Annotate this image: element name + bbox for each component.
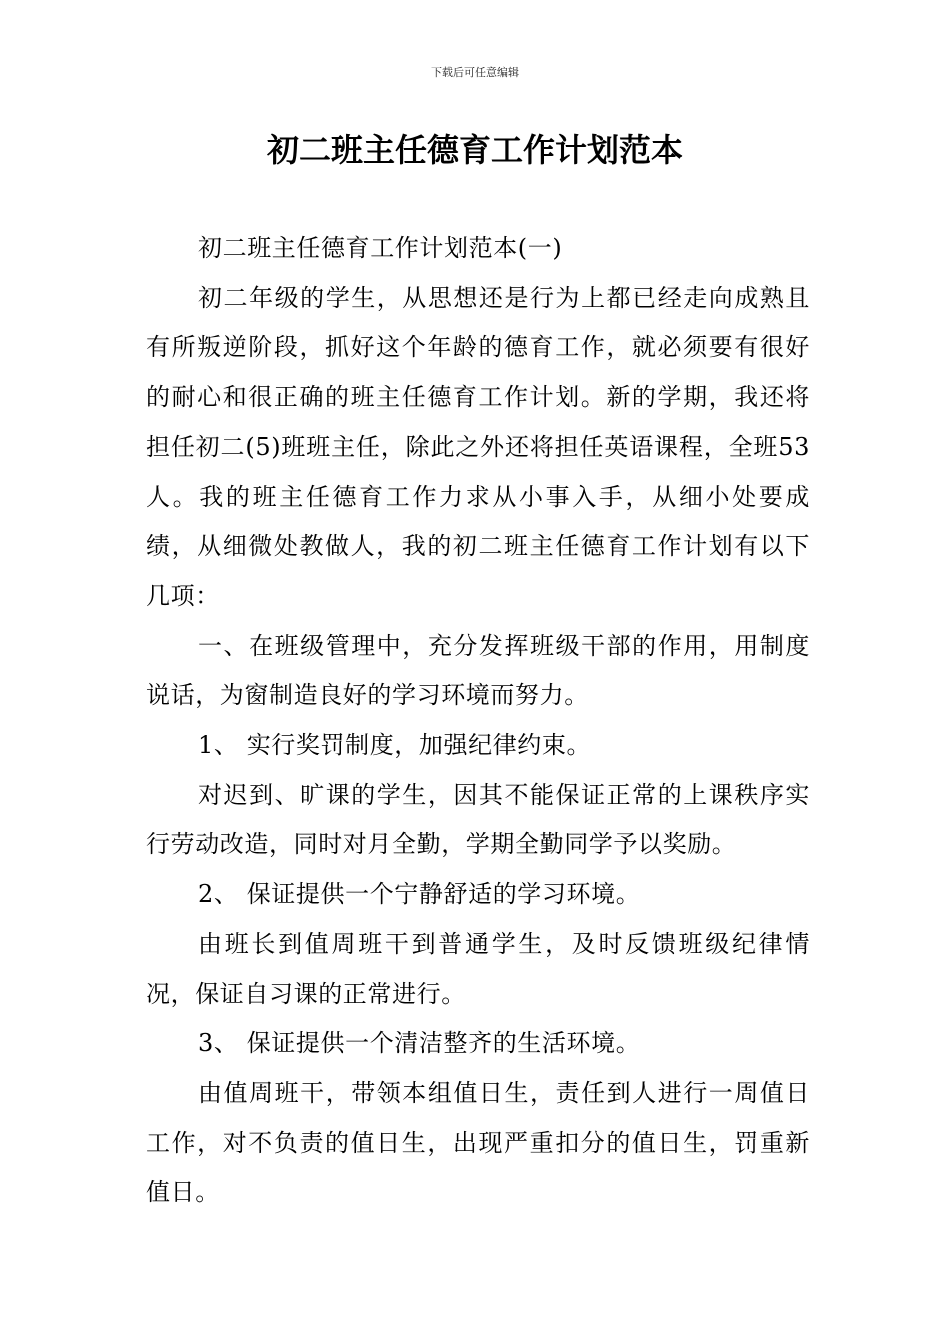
document-body bbox=[146, 224, 810, 1218]
item-heading-2: 2、 保证提供一个宁静舒适的学习环境。 bbox=[198, 880, 641, 909]
item-paragraph-3: 由值周班干，带领本组值日生，责任到人进行一周值日工作，对不负责的值日生，出现严重扣分的值日生，罚重新值日。 bbox=[146, 1078, 810, 1207]
item-paragraph-2: 由班长到值周班干到普通学生，及时反馈班级纪律情况，保证自习课的正常进行。 bbox=[146, 929, 810, 1008]
item-heading-3: 3、 保证提供一个清洁整齐的生活环境。 bbox=[198, 1029, 641, 1058]
subtitle-paragraph: 初二班主任德育工作计划范本(一) bbox=[198, 234, 563, 262]
section-heading-1: 一、在班级管理中，充分发挥班级干部的作用，用制度说话，为窗制造良好的学习环境而努力。 bbox=[146, 631, 810, 710]
item-heading-1: 1、 实行奖罚制度，加强纪律约束。 bbox=[198, 731, 592, 760]
document-title: 初二班主任德育工作计划范本 bbox=[266, 131, 683, 169]
header-note: 下载后可任意编辑 bbox=[431, 66, 519, 79]
intro-paragraph: 初二年级的学生，从思想还是行为上都已经走向成熟且有所叛逆阶段，抓好这个年龄的德育工作，就必须要有很好的耐心和很正确的班主任德育工作计划。新的学期，我还将担任初二(5)班班主任，除此之外还将担任英语课程，全班53人。我的班主任德育工作力求从小事入手，从细小处要成绩，从细微处教做人，我的初二班主任德育工作计划有以下几项： bbox=[146, 283, 810, 610]
item-paragraph-1: 对迟到、旷课的学生，因其不能保证正常的上课秩序实行劳动改造，同时对月全勤，学期全勤同学予以奖励。 bbox=[146, 780, 810, 859]
